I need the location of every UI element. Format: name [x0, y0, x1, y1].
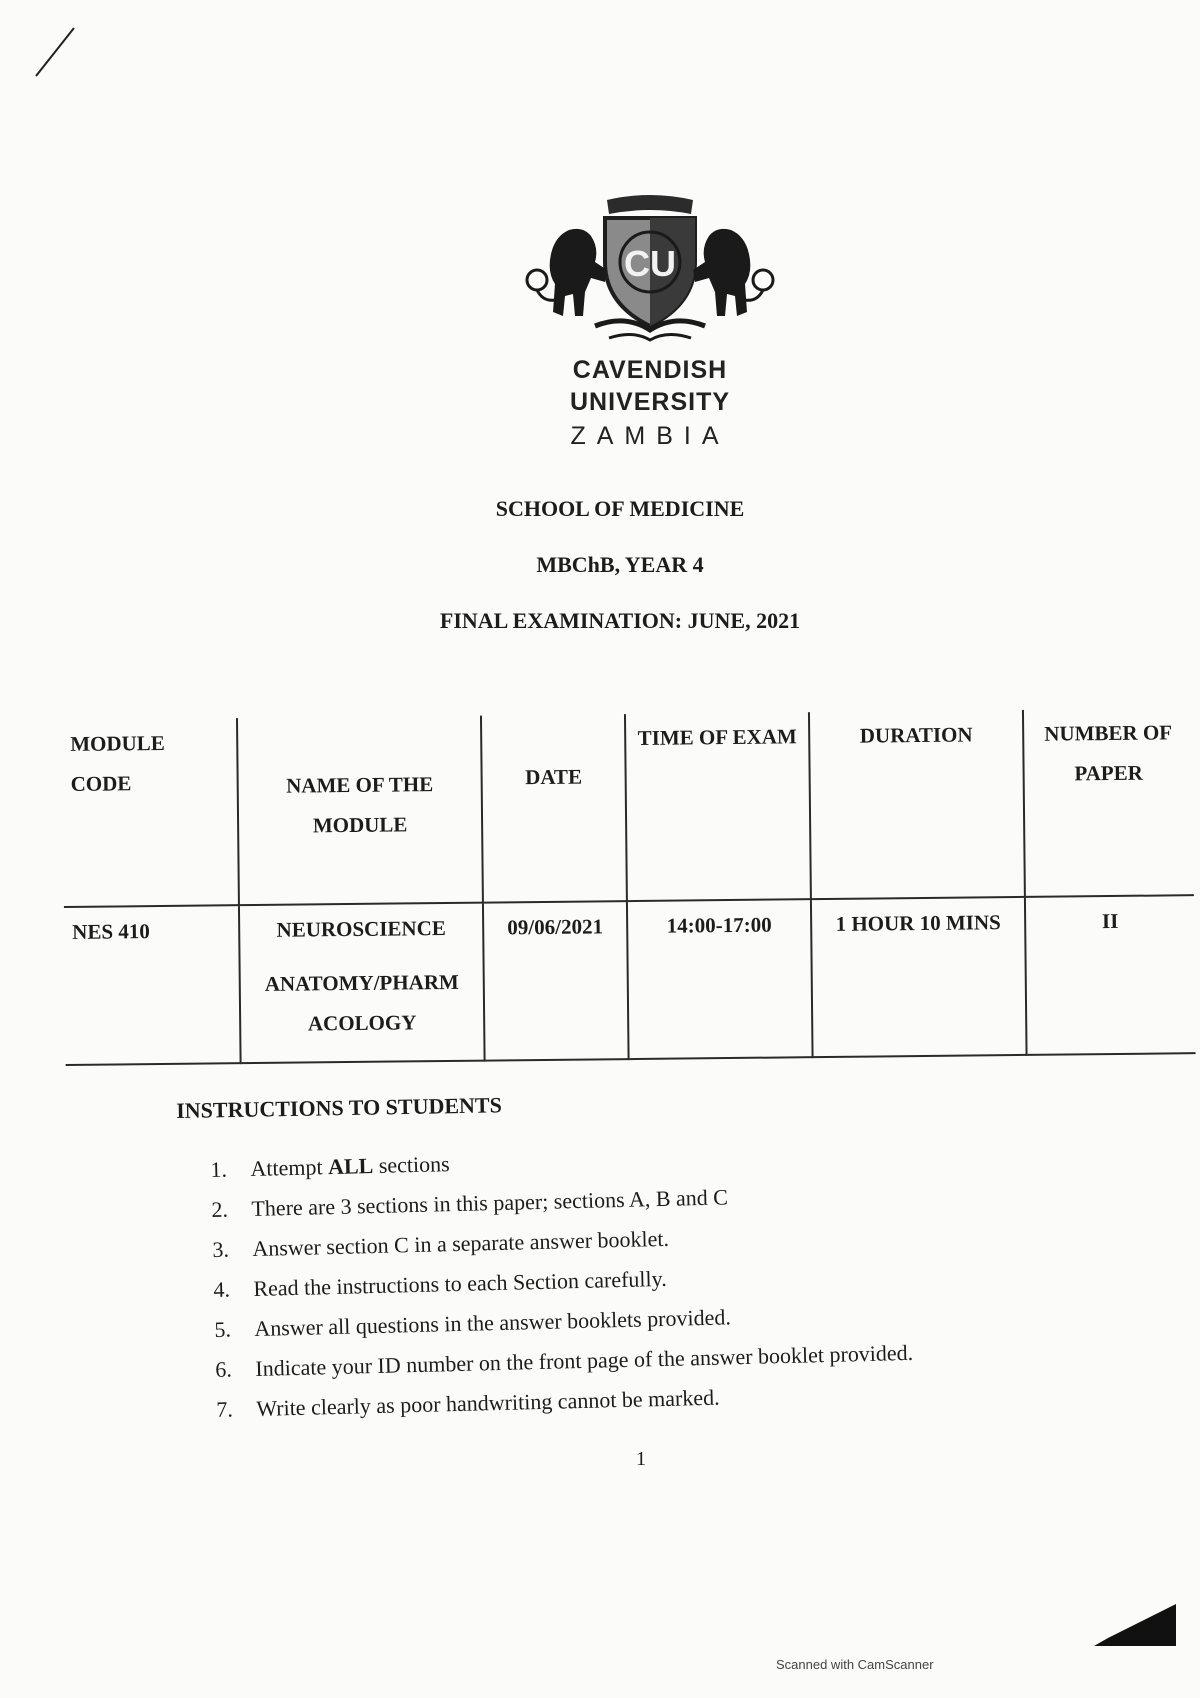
scanner-watermark: Scanned with CamScanner [776, 1657, 934, 1672]
module-name-line2: ANATOMY/PHARM [264, 969, 459, 996]
list-item: 4. Read the instructions to each Section carefully. [213, 1265, 667, 1302]
instructions-title: INSTRUCTIONS TO STUDENTS [176, 1092, 503, 1123]
module-name-line3: ACOLOGY [307, 1010, 417, 1036]
cell-duration: 1 HOUR 10 MINS [811, 897, 1027, 1057]
header-paper-number: NUMBER OF PAPER [1023, 708, 1194, 897]
scan-corner-shadow [1094, 1598, 1176, 1646]
list-item: 1. Attempt ALL sections [210, 1151, 450, 1182]
module-name-line1: NEUROSCIENCE [276, 915, 446, 942]
cell-date: 09/06/2021 [483, 901, 629, 1060]
instruction-text: There are 3 sections in this paper; sections A, B and C [251, 1184, 729, 1222]
programme-heading: MBChB, YEAR 4 [536, 552, 704, 577]
table-row [64, 895, 1196, 1065]
pen-stroke-mark [30, 22, 80, 82]
header-time: TIME OF EXAM [625, 712, 811, 901]
cell-paper-number: II [1025, 895, 1196, 1055]
header-duration: DURATION [809, 710, 1025, 899]
cell-time: 14:00-17:00 [627, 899, 813, 1059]
exam-details-table [62, 708, 1196, 1066]
university-name-line2: UNIVERSITY [569, 388, 731, 416]
instruction-text: Attempt ALL sections [250, 1151, 450, 1182]
cell-module-name [239, 903, 485, 1064]
page-number: 1 [636, 1448, 646, 1470]
list-item: 2. There are 3 sections in this paper; sections A, B and C [211, 1184, 729, 1222]
instructions-list [210, 1128, 1117, 1430]
instruction-text: Answer all questions in the answer booklets provided. [254, 1304, 732, 1341]
instruction-text: Answer section C in a separate answer booklet. [252, 1225, 670, 1261]
instruction-text: Indicate your ID number on the front page of the answer booklet provided. [255, 1339, 914, 1381]
university-name-line1: CAVENDISH [572, 356, 728, 384]
header-module-name: NAME OF THE MODULE [237, 716, 483, 906]
header-date: DATE [481, 714, 627, 902]
list-item: 3. Answer section C in a separate answer booklet. [212, 1225, 670, 1262]
exam-heading: FINAL EXAMINATION: JUNE, 2021 [439, 608, 801, 633]
logo-monogram: CU [624, 243, 676, 284]
instruction-text: Write clearly as poor handwriting cannot be marked. [256, 1384, 720, 1421]
table-header-row [62, 708, 1194, 907]
header-module-code: MODULE CODE [62, 718, 239, 907]
university-country: ZAMBIA [570, 422, 730, 450]
university-crest-icon [525, 192, 775, 352]
list-item: 6. Indicate your ID number on the front page of the answer booklet provided. [215, 1339, 914, 1382]
list-item: 7. Write clearly as poor handwriting cannot be marked. [216, 1384, 720, 1422]
list-item: 5. Answer all questions in the answer booklets provided. [214, 1304, 732, 1342]
instruction-text: Read the instructions to each Section carefully. [253, 1265, 667, 1301]
cell-module-code: NES 410 [64, 905, 241, 1065]
school-heading: SCHOOL OF MEDICINE [495, 496, 745, 521]
